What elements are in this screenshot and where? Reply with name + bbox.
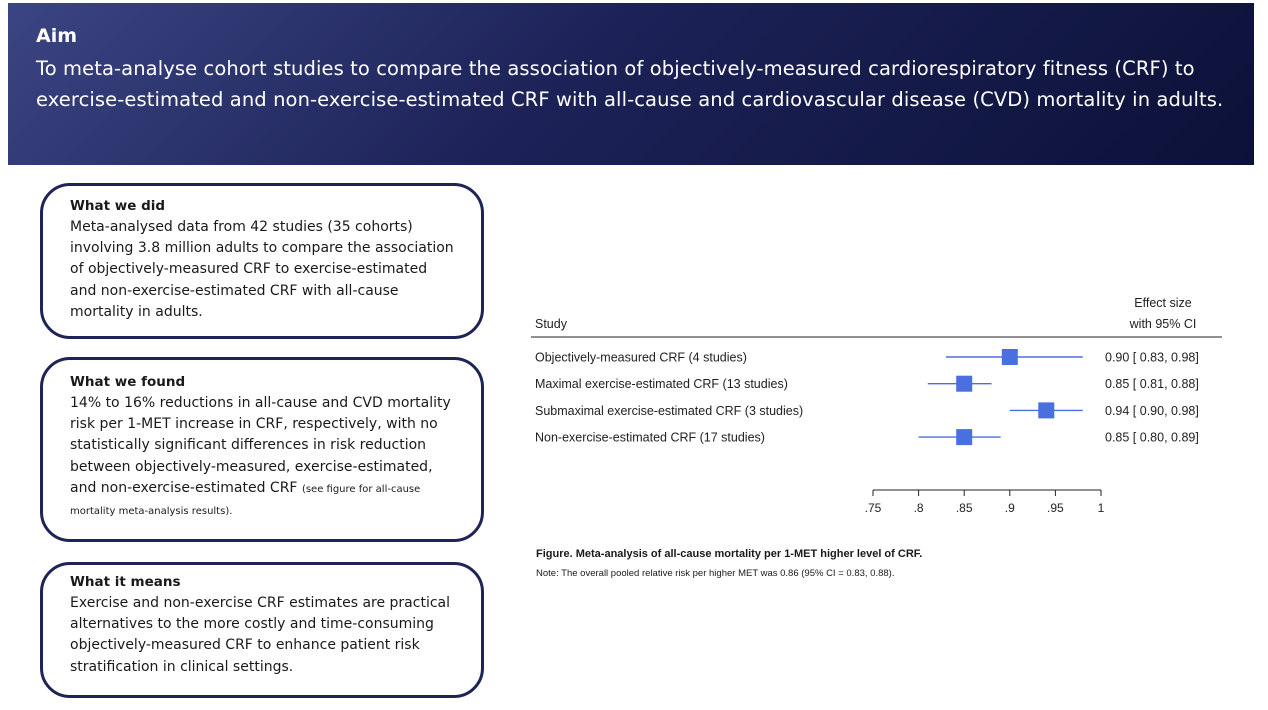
study-label: Non-exercise-estimated CRF (17 studies) bbox=[535, 430, 765, 445]
what-we-found-note: (see figure for all-cause mortality meta-analysis results). bbox=[70, 483, 421, 518]
study-header: Study bbox=[535, 317, 567, 331]
effect-size-header: Effect size bbox=[1134, 296, 1192, 310]
what-we-found-heading: What we found bbox=[70, 374, 186, 390]
x-tick-label: .75 bbox=[864, 501, 882, 515]
study-label: Objectively-measured CRF (4 studies) bbox=[535, 350, 747, 365]
what-it-means-heading: What it means bbox=[70, 574, 181, 590]
figure-note: Note: The overall pooled relative risk per higher MET was 0.86 (95% CI = 0.83, 0.88). bbox=[536, 568, 895, 579]
what-we-found-text: 14% to 16% reductions in all-cause and CVD mortality risk per 1-MET increase in CRF, respectively, with no statistically significant differences in risk reduction between objectively-measured, exercise-estimated, and non-exercise-estimated CRF bbox=[70, 395, 451, 496]
effect-label: 0.85 [ 0.80, 0.89] bbox=[1105, 430, 1199, 445]
effect-label: 0.85 [ 0.81, 0.88] bbox=[1105, 377, 1199, 392]
effect-label: 0.90 [ 0.83, 0.98] bbox=[1105, 350, 1199, 365]
point-estimate bbox=[1002, 349, 1018, 365]
point-estimate bbox=[956, 376, 972, 392]
aim-heading: Aim bbox=[36, 25, 78, 47]
point-estimate bbox=[956, 429, 972, 445]
x-tick-label: 1 bbox=[1097, 501, 1105, 515]
what-it-means-text: Exercise and non-exercise CRF estimates are practical alternatives to the more costly and time-consuming objectively-measured CRF to enhance patient risk stratification in clinical settings. bbox=[70, 595, 450, 675]
x-tick-label: .8 bbox=[913, 501, 924, 515]
effect-ci-header: with 95% CI bbox=[1129, 317, 1197, 331]
x-tick-label: .9 bbox=[1004, 501, 1015, 515]
what-we-did-text: Meta-analysed data from 42 studies (35 cohorts) involving 3.8 million adults to compare the association of objectively-measured CRF to exercise-estimated and non-exercise-estimated CRF with all-cause mortality in adults. bbox=[70, 219, 454, 320]
x-tick-label: .85 bbox=[955, 501, 973, 515]
study-label: Submaximal exercise-estimated CRF (3 studies) bbox=[535, 403, 804, 418]
aim-text: To meta-analyse cohort studies to compare the association of objectively-measured cardiorespiratory fitness (CRF) to exercise-estimated and non-exercise-estimated CRF with all-cause and cardiovascular disease (CVD) mortality in adults. bbox=[36, 57, 1224, 111]
x-tick-label: .95 bbox=[1047, 501, 1064, 515]
study-label: Maximal exercise-estimated CRF (13 studies) bbox=[535, 377, 788, 392]
what-we-did-heading: What we did bbox=[70, 198, 166, 214]
figure-caption: Figure. Meta-analysis of all-cause mortality per 1-MET higher level of CRF. bbox=[536, 548, 923, 560]
effect-label: 0.94 [ 0.90, 0.98] bbox=[1105, 403, 1199, 418]
point-estimate bbox=[1038, 402, 1054, 418]
